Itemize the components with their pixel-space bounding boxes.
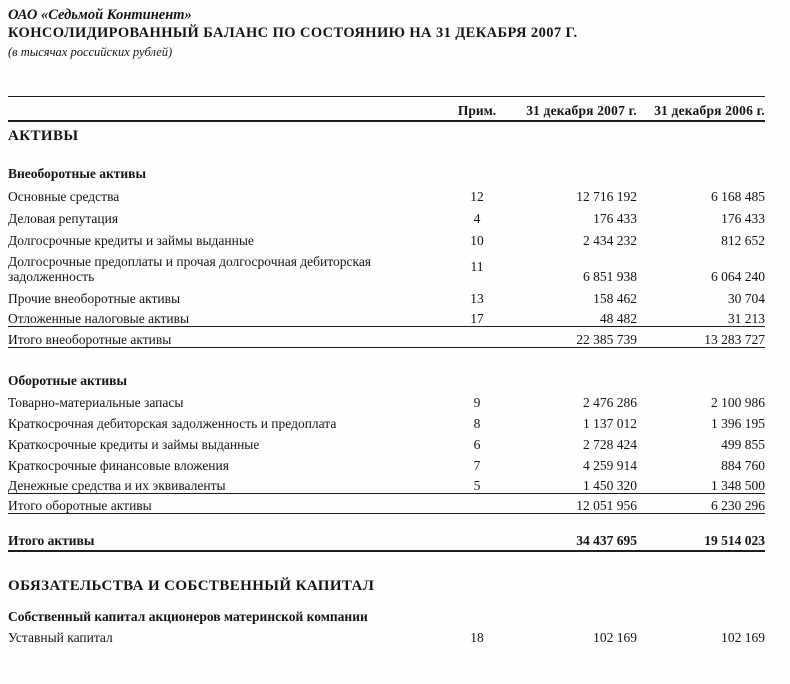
company-name: ОАО «Седьмой Континент» [8, 7, 192, 23]
row-note: 5 [473, 478, 481, 493]
section-title-liabilities: ОБЯЗАТЕЛЬСТВА И СОБСТВЕННЫЙ КАПИТАЛ [8, 578, 375, 594]
total-row-assets [8, 532, 765, 548]
row-value-2007: 48 482 [599, 311, 637, 326]
row-label: Деловая репутация [8, 211, 119, 226]
row-label: Отложенные налоговые активы [8, 311, 190, 326]
row-note: 6 [473, 437, 481, 452]
divider [8, 513, 765, 514]
table-row [8, 284, 765, 306]
table-row [8, 306, 765, 326]
row-label: Краткосрочные кредиты и займы выданные [8, 437, 260, 452]
row-value-2006: 884 760 [721, 458, 765, 473]
total-label: Итого внеоборотные активы [8, 332, 172, 347]
group-title-noncurrent-assets: Внеоборотные активы [8, 166, 147, 181]
row-value-2007: 6 851 938 [583, 269, 637, 284]
row-value-2007: 2 434 232 [583, 233, 637, 248]
total-value-2006: 19 514 023 [704, 533, 765, 548]
table-row [8, 248, 765, 284]
row-label: Долгосрочные предоплаты и прочая долгосрочная дебиторская задолженность [8, 254, 372, 284]
total-label: Итого оборотные активы [8, 498, 152, 513]
row-label: Краткосрочные финансовые вложения [8, 458, 229, 473]
total-row-current [8, 494, 765, 513]
thick-divider [8, 550, 765, 552]
total-value-2007: 34 437 695 [576, 533, 637, 548]
column-header-note: Прим. [457, 103, 497, 118]
row-value-2007: 158 462 [593, 291, 637, 306]
row-value-2006: 2 100 986 [711, 395, 765, 410]
group-title-current-assets: Оборотные активы [8, 373, 127, 388]
row-value-2007: 102 169 [593, 630, 637, 645]
table-row [8, 625, 765, 645]
row-label: Прочие внеоборотные активы [8, 291, 181, 306]
document-title: КОНСОЛИДИРОВАННЫЙ БАЛАНС ПО СОСТОЯНИЮ НА 31 ДЕКАБРЯ 2007 Г. [8, 25, 578, 41]
column-header-2006: 31 декабря 2006 г. [654, 103, 765, 118]
table-row [8, 182, 765, 204]
row-note: 9 [473, 395, 481, 410]
row-note: 13 [470, 291, 484, 306]
row-note: 12 [470, 189, 484, 204]
row-value-2007: 1 137 012 [583, 416, 637, 431]
row-value-2007: 12 716 192 [576, 189, 637, 204]
row-value-2007: 2 728 424 [583, 437, 637, 452]
row-note: 8 [473, 416, 481, 431]
row-value-2006: 1 348 500 [711, 478, 765, 493]
table-row [8, 389, 765, 410]
row-value-2006: 6 064 240 [711, 269, 765, 284]
row-label: Денежные средства и их эквиваленты [8, 478, 226, 493]
row-value-2006: 499 855 [721, 437, 765, 452]
row-label: Товарно-материальные запасы [8, 395, 184, 410]
group-title-equity: Собственный капитал акционеров материнской компании [8, 609, 368, 624]
row-value-2007: 2 476 286 [583, 395, 637, 410]
total-row-noncurrent [8, 327, 765, 347]
row-value-2006: 812 652 [721, 233, 765, 248]
row-label: Основные средства [8, 189, 120, 204]
row-value-2007: 176 433 [593, 211, 637, 226]
row-value-2006: 31 213 [727, 311, 765, 326]
table-row [8, 226, 765, 248]
table-header-row [8, 97, 765, 120]
row-value-2006: 6 168 485 [711, 189, 765, 204]
row-label: Долгосрочные кредиты и займы выданные [8, 233, 254, 248]
divider [8, 347, 765, 348]
table-row [8, 473, 765, 493]
row-value-2006: 30 704 [727, 291, 765, 306]
row-label: Краткосрочная дебиторская задолженность и предоплата [8, 416, 337, 431]
table-row [8, 410, 765, 431]
total-value-2007: 12 051 956 [576, 498, 637, 513]
table-row [8, 452, 765, 473]
column-header-2007: 31 декабря 2007 г. [526, 103, 637, 118]
row-value-2006: 176 433 [721, 211, 765, 226]
header-divider [8, 120, 765, 122]
row-value-2006: 1 396 195 [711, 416, 765, 431]
table-row [8, 204, 765, 226]
row-value-2006: 102 169 [721, 630, 765, 645]
row-value-2007: 1 450 320 [583, 478, 637, 493]
section-title-assets: АКТИВЫ [8, 128, 79, 144]
row-value-2007: 4 259 914 [583, 458, 637, 473]
total-value-2006: 13 283 727 [704, 332, 765, 347]
row-note: 4 [473, 211, 481, 226]
total-label: Итого активы [8, 533, 95, 548]
row-label: Уставный капитал [8, 630, 113, 645]
total-value-2006: 6 230 296 [711, 498, 765, 513]
row-note: 10 [470, 233, 484, 248]
row-note: 7 [473, 458, 481, 473]
total-value-2007: 22 385 739 [576, 332, 637, 347]
row-note: 18 [470, 630, 484, 645]
row-note: 11 [470, 258, 484, 274]
document-subtitle: (в тысячах российских рублей) [8, 45, 173, 59]
row-note: 17 [470, 311, 484, 326]
table-row [8, 431, 765, 452]
